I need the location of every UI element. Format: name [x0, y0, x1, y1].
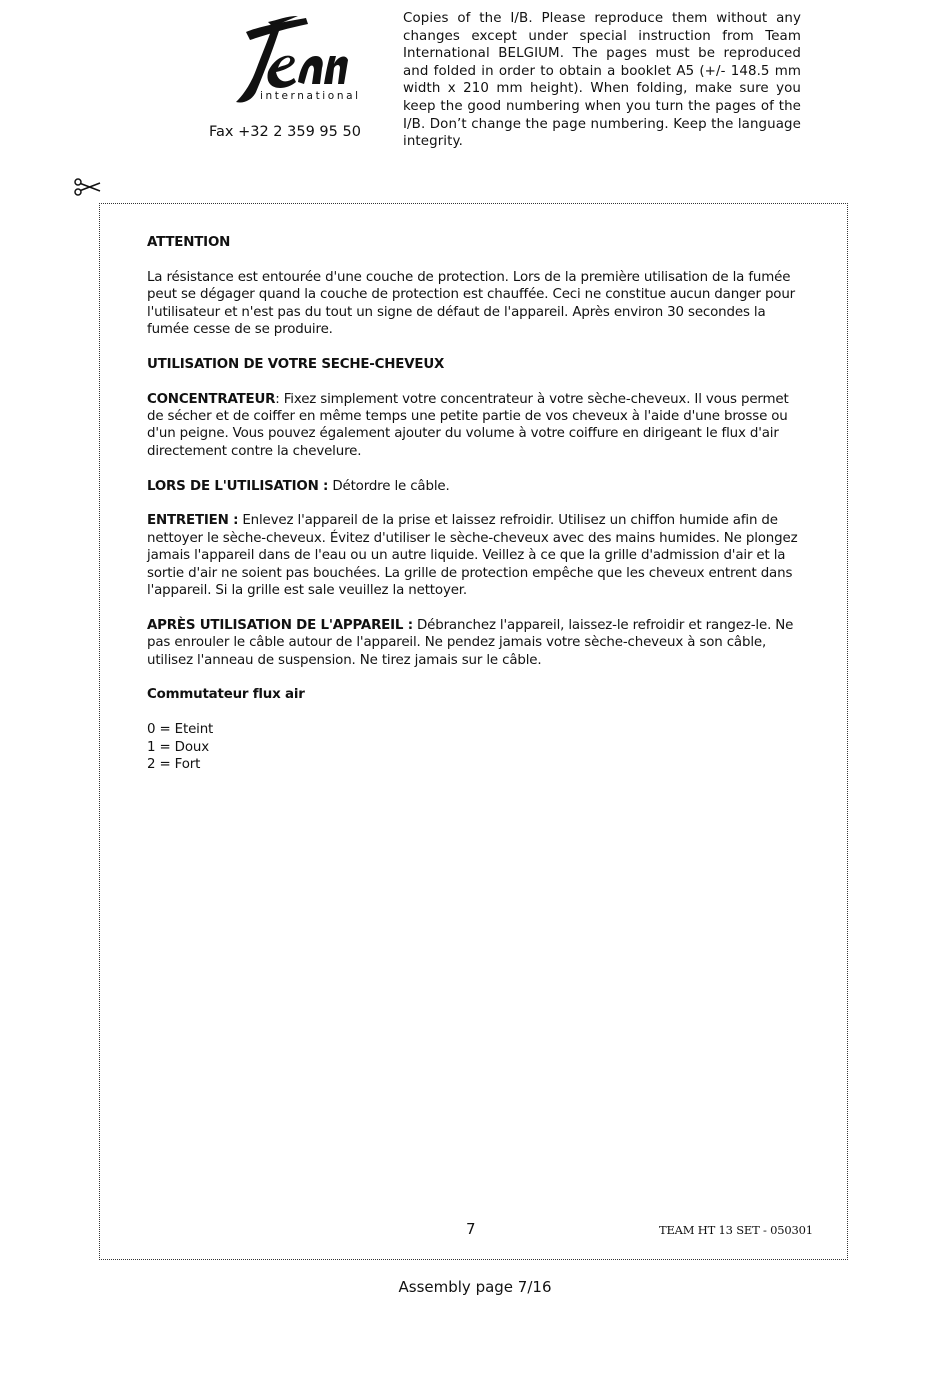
switch-option: 1 = Doux [147, 739, 209, 755]
after-use-paragraph [147, 617, 803, 669]
scissors-icon [74, 177, 102, 197]
concentrator-text: : Fixez simplement votre concentrateur à votre sèche-cheveux. Il vous permet de sécher et de coiffer en même temps une petite partie de vos cheveux à l'aide d'une brosse ou d'un peigne. Vous pouvez également ajouter du volume à votre coiffure en dirigeant le flux d'air directement contre la chevelure. [147, 391, 789, 459]
concentrator-label: CONCENTRATEUR [147, 391, 276, 407]
model-reference: TEAM HT 13 SET - 050301 [659, 1223, 813, 1237]
logo-subtext: international [260, 90, 361, 102]
fax-number: Fax +32 2 359 95 50 [209, 124, 361, 140]
maintenance-text: Enlevez l'appareil de la prise et laissez refroidir. Utilisez un chiffon humide afin de nettoyer le sèche-cheveux. Évitez d'utiliser le sèche-cheveux avec des mains humides. Ne plongez jamais l'appareil dans de l'eau ou un autre liquide. Veillez à ce que la grille d'admission d'air et la sortie d'air ne soient pas bouchées. La grille de protection empêche que les cheveux entrent dans l'appareil. Si la grille est sale veuillez la nettoyer. [147, 513, 798, 599]
during-use-label: LORS DE L'UTILISATION : [147, 478, 329, 494]
maintenance-paragraph [147, 512, 803, 599]
team-international-logo [228, 12, 361, 110]
usage-heading: UTILISATION DE VOTRE SECHE-CHEVEUX [147, 356, 445, 372]
after-use-text: Débranchez l'appareil, laissez-le refroidir et rangez-le. Ne pas enrouler le câble autour de l'appareil. Ne pendez jamais votre sèche-cheveux à son câble, utilisez l'anneau de suspension. Ne tirez jamais sur le câble. [147, 617, 794, 668]
assembly-page-label: Assembly page 7/16 [398, 1278, 552, 1296]
switch-option: 2 = Fort [147, 757, 201, 773]
during-use-text: Détordre le câble. [328, 478, 450, 494]
concentrator-paragraph [147, 391, 803, 461]
reproduction-instructions: Copies of the I/B. Please reproduce them without any changes except under special instruction from Team International BELGIUM. The pages must be reproduced and folded in order to obtain a booklet A5 (+/- 148.5 mm width x 210 mm height). When folding, make sure you keep the good numbering when you turn the pages of the I/B. Don’t change the page numbering. Keep the language integrity. [403, 11, 801, 150]
after-use-label: APRÈS UTILISATION DE L'APPAREIL : [147, 617, 413, 633]
page-content [147, 234, 803, 773]
switch-heading: Commutateur flux air [147, 687, 305, 703]
switch-option: 0 = Eteint [147, 722, 214, 738]
during-use-paragraph [147, 478, 803, 495]
maintenance-label: ENTRETIEN : [147, 513, 239, 529]
attention-paragraph: La résistance est entourée d'une couche de protection. Lors de la première utilisation de la fumée peut se dégager quand la couche de protection est chauffée. Ceci ne constitue aucun danger pour l'utilisateur et n'est pas du tout un signe de défaut de l'appareil. Après environ 30 secondes la fumée cesse de se produire. [147, 269, 796, 338]
page-number: 7 [466, 1220, 476, 1238]
attention-heading: ATTENTION [147, 235, 231, 250]
